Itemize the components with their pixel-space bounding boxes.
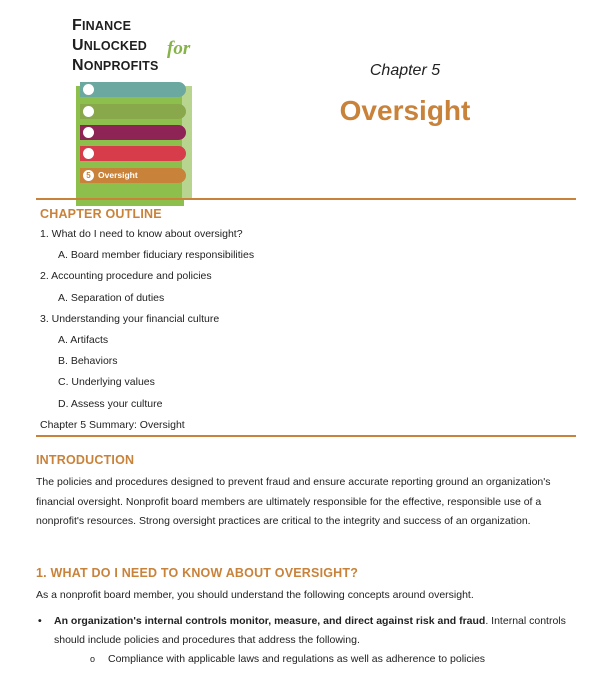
logo-for-script: for	[167, 38, 191, 59]
compliance-subbullet	[90, 650, 570, 669]
tab-dot-icon	[83, 106, 94, 117]
outline-item: A. Artifacts	[58, 334, 109, 347]
tab-dot-icon	[83, 148, 94, 159]
tab-label: Oversight	[98, 170, 138, 180]
outline-item: C. Underlying values	[58, 376, 155, 389]
book-tab-1	[80, 82, 186, 97]
outline-item: A. Board member fiduciary responsibilities	[58, 249, 255, 262]
logo-wordmark: FINANCE UNLOCKED NONPROFITS	[72, 17, 159, 74]
chapter-title: Oversight	[339, 95, 471, 126]
subbullet-text: Compliance with applicable laws and regulations as well as adherence to policies	[108, 653, 486, 665]
bullet-icon: •	[38, 615, 42, 627]
chapter-outline	[40, 204, 580, 436]
outline-item: 2. Accounting procedure and policies	[40, 270, 212, 283]
introduction-heading: INTRODUCTION	[36, 453, 135, 467]
introduction-section	[36, 453, 581, 532]
tab-dot-icon	[83, 84, 94, 95]
outline-item: A. Separation of duties	[58, 291, 165, 304]
internal-controls-bullet	[36, 612, 581, 650]
tab-number-badge: 5	[83, 170, 94, 181]
outline-item: B. Behaviors	[58, 355, 118, 368]
bullet-bold-text: An organization's internal controls monitor, measure, and direct against risk and fraud	[54, 615, 486, 627]
book-tab-2	[80, 104, 186, 119]
book-tab-5	[80, 168, 186, 183]
outline-heading: CHAPTER OUTLINE	[40, 207, 162, 221]
tab-dot-icon	[83, 127, 94, 138]
outline-list	[40, 224, 580, 436]
top-divider	[36, 198, 576, 200]
outline-divider	[36, 435, 576, 437]
outline-item: 1. What do I need to know about oversight?	[40, 228, 243, 240]
outline-item: 3. Understanding your financial culture	[40, 312, 220, 325]
book-tab-3	[80, 125, 186, 140]
finance-unlocked-logo	[72, 14, 192, 192]
section-1-body: As a nonprofit board member, you should understand the following concepts around oversight.	[36, 589, 474, 601]
bullet-text: . Internal controls should include policies and procedures that address the following.	[54, 615, 566, 646]
chapter-number: Chapter 5	[369, 62, 441, 79]
outline-item: Chapter 5 Summary: Oversight	[40, 418, 185, 431]
book-spine	[182, 86, 192, 198]
book-tab-4	[80, 146, 186, 161]
circle-bullet-icon: o	[90, 654, 96, 664]
section-1-heading: 1. WHAT DO I NEED TO KNOW ABOUT OVERSIGHT?	[36, 566, 359, 580]
introduction-body: The policies and procedures designed to prevent fraud and ensure accurate reporting ground an organization's financial oversight. Nonprofit board members are ultimately responsible for the effective, responsible use of a nonprofit's resources. Strong oversight practices are critical to the integrity and success of an organization.	[36, 476, 551, 527]
section-1	[36, 566, 581, 606]
outline-item: D. Assess your culture	[58, 397, 163, 410]
